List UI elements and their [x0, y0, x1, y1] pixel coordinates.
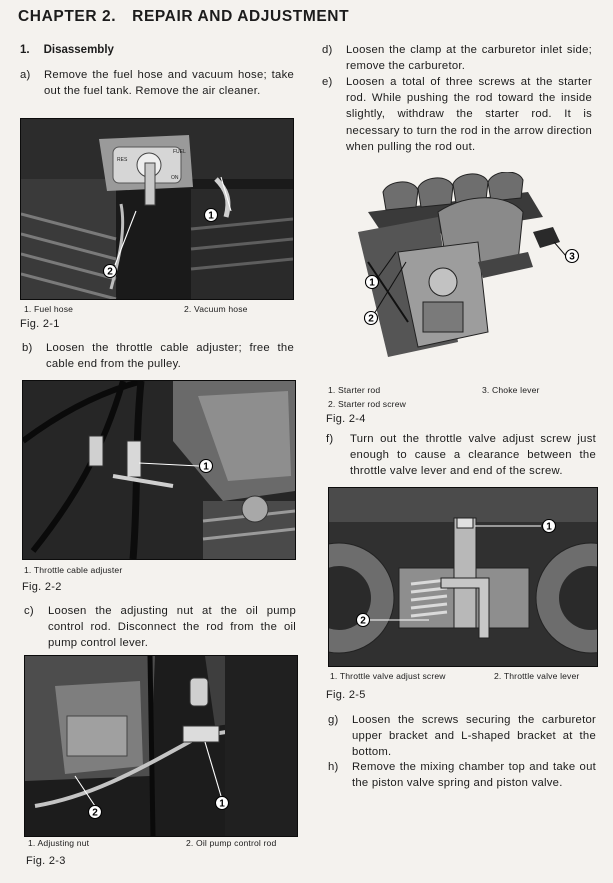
callout-2	[104, 265, 117, 278]
chapter-title: REPAIR AND ADJUSTMENT	[132, 8, 350, 25]
step-text: Remove the mixing chamber top and take out the piston valve spring and piston valve.	[352, 761, 596, 790]
step-d	[322, 42, 592, 74]
figure-2-3-photo	[24, 655, 298, 837]
step-label: f)	[326, 433, 334, 445]
svg-text:2: 2	[92, 807, 98, 819]
svg-text:3: 3	[569, 251, 575, 263]
svg-text:2: 2	[107, 266, 113, 278]
caption-item: 2. Oil pump control rod	[186, 838, 277, 848]
figure-label: Fig. 2-3	[26, 855, 66, 867]
step-label: g)	[328, 714, 339, 726]
svg-text:1: 1	[546, 521, 552, 533]
caption-item: 1. Throttle cable adjuster	[24, 565, 123, 575]
svg-text:2: 2	[360, 615, 366, 627]
section-number: 1.	[20, 44, 30, 56]
svg-text:2: 2	[368, 313, 374, 325]
step-label: b)	[22, 342, 33, 354]
svg-text:1: 1	[219, 798, 225, 810]
figure-2-5-captions	[330, 671, 598, 681]
cock-label-on: ON	[171, 175, 179, 181]
caption-item: 2. Vacuum hose	[184, 304, 248, 314]
step-c	[24, 603, 296, 652]
step-label: c)	[24, 605, 34, 617]
figure-2-4-captions	[328, 385, 598, 395]
caption-item: 2. Throttle valve lever	[494, 671, 580, 681]
step-h	[328, 759, 596, 791]
figure-2-1-captions	[24, 304, 292, 314]
svg-text:1: 1	[203, 461, 209, 473]
figure-label: Fig. 2-4	[326, 413, 366, 425]
figure-label: Fig. 2-5	[326, 689, 366, 701]
step-label: h)	[328, 761, 339, 773]
svg-text:1: 1	[369, 277, 375, 289]
callout-2	[365, 312, 378, 325]
step-f	[326, 431, 596, 480]
figure-2-1-photo	[20, 118, 294, 300]
figure-2-4-captions-row2	[328, 399, 406, 409]
figure-2-2-captions	[24, 565, 122, 575]
figure-label: Fig. 2-2	[22, 581, 62, 593]
step-b	[22, 340, 294, 372]
figure-2-5-photo	[328, 487, 598, 667]
callout-3	[566, 250, 579, 263]
callout-1	[216, 797, 229, 810]
figure-2-3-captions	[28, 838, 296, 848]
cock-label-fuel: FUEL	[173, 149, 186, 155]
step-label: a)	[20, 69, 31, 81]
callout-1	[366, 276, 379, 289]
figure-2-4-photo	[328, 172, 598, 377]
step-text: Loosen the screws securing the carburetor upper bracket and L-shaped bracket at the bottom.	[352, 714, 596, 759]
section-heading	[20, 44, 114, 56]
caption-item: 1. Starter rod	[328, 385, 381, 395]
step-text: Loosen a total of three screws at the starter rod. While pushing the rod toward the inside slightly, withdraw the starter rod. It is necessary to turn the rod in the arrow direction when pulling the rod out.	[346, 76, 592, 153]
callout-2	[357, 614, 370, 627]
caption-item: 1. Fuel hose	[24, 304, 74, 314]
step-text: Loosen the throttle cable adjuster; free the cable end from the pulley.	[46, 342, 294, 371]
step-e	[322, 74, 592, 155]
step-text: Turn out the throttle valve adjust screw just enough to cause a clearance between the throttle valve lever and end of the screw.	[350, 433, 596, 478]
caption-item: 2. Starter rod screw	[328, 399, 406, 409]
figure-2-2-photo	[22, 380, 296, 560]
section-title: Disassembly	[43, 44, 114, 56]
callout-2	[89, 806, 102, 819]
callout-1	[205, 209, 218, 222]
step-text: Loosen the adjusting nut at the oil pump control rod. Disconnect the rod from the oil pump control lever.	[48, 605, 296, 650]
caption-item: 1. Adjusting nut	[28, 838, 90, 848]
step-label: d)	[322, 44, 333, 56]
step-label: e)	[322, 76, 333, 88]
cock-label-res: RES	[117, 157, 128, 163]
callout-1	[543, 520, 556, 533]
callout-1	[200, 460, 213, 473]
step-a	[20, 67, 294, 99]
step-text: Remove the fuel hose and vacuum hose; take out the fuel tank. Remove the air cleaner.	[44, 69, 294, 98]
step-text: Loosen the clamp at the carburetor inlet side; remove the carburetor.	[346, 44, 592, 73]
step-g	[328, 712, 596, 761]
caption-item: 3. Choke lever	[482, 385, 540, 395]
svg-text:1: 1	[208, 210, 214, 222]
chapter-number: CHAPTER 2.	[18, 8, 117, 25]
caption-item: 1. Throttle valve adjust screw	[330, 671, 446, 681]
chapter-heading	[18, 8, 349, 26]
figure-label: Fig. 2-1	[20, 318, 60, 330]
